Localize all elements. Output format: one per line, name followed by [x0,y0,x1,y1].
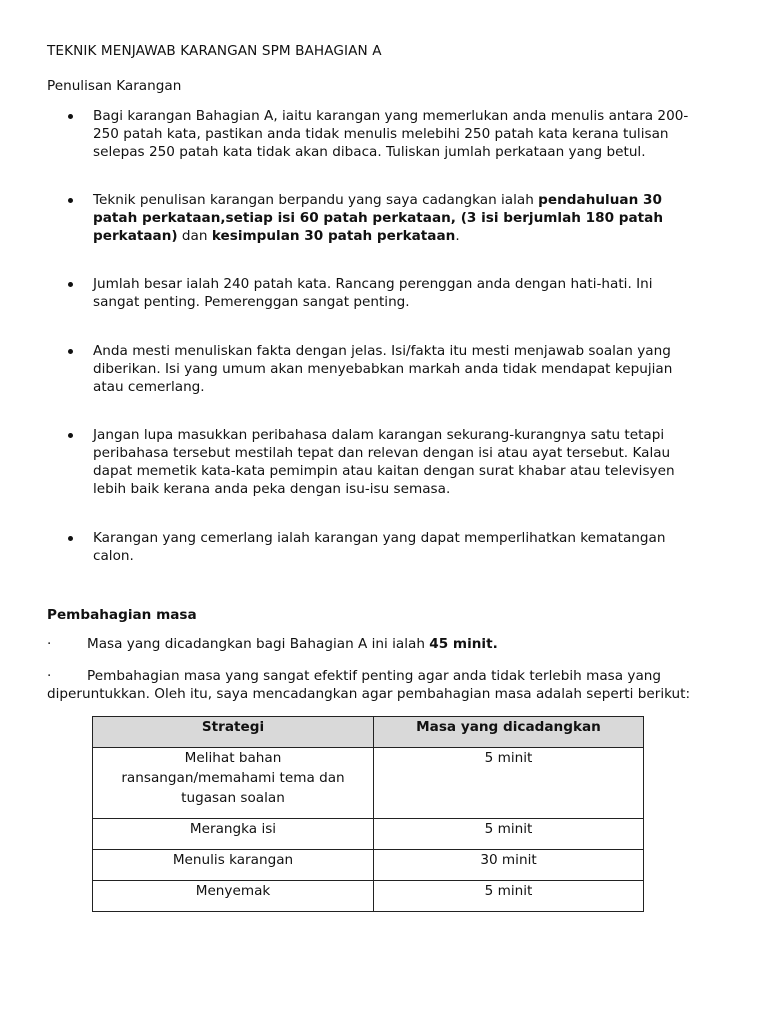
paragraph-line: diperuntukkan. Oleh itu, saya mencadangkan agar pembahagian masa adalah seperti berikut: [47,686,691,702]
document-title: TEKNIK MENJAWAB KARANGAN SPM BAHAGIAN A [47,43,382,59]
bullet-line: diberikan. Isi yang umum akan menyebabkan markah anda tidak mendapat kepujian [93,361,673,377]
paragraph-bold-text: 45 minit. [429,636,498,652]
cell-line: ransangan/memahami tema dan [121,770,345,786]
bullet-bold-text: perkataan) [93,228,178,244]
bullet-line [93,209,718,227]
bullet-line: peribahasa tersebut mestilah tepat dan relevan dengan isi atau ayat tersebut. Kalau [93,445,671,461]
bullet-line [93,227,718,245]
bullet-text-part: Teknik penulisan karangan berpandu yang saya cadangkan ialah [93,192,539,208]
bullet-bold-text: pendahuluan 30 [538,192,662,208]
bullet-dot-icon [68,198,73,203]
table-cell-strategy: Menyemak [93,881,374,912]
paragraph-masa [47,635,727,653]
table-row [93,881,644,912]
table-header-masa: Masa yang dicadangkan [374,717,644,748]
cell-line: tugasan soalan [181,790,285,806]
table-cell-time: 5 minit [374,748,644,819]
table-cell-strategy: Menulis karangan [93,850,374,881]
section-heading-penulisan: Penulisan Karangan [47,78,182,94]
bullet-text [93,529,718,565]
bullet-dot-icon [68,114,73,119]
bullet-text-part: dan [177,228,212,244]
bullet-line: Jangan lupa masukkan peribahasa dalam karangan sekurang-kurangnya satu tetapi [93,427,665,443]
bullet-line [93,191,718,209]
middle-dot-icon: · [47,636,52,652]
paragraph-text: Masa yang dicadangkan bagi Bahagian A ini ialah [87,636,430,652]
table-cell-time: 5 minit [374,819,644,850]
bullet-line: dapat memetik kata-kata pemimpin atau kaitan dengan surat khabar atau televisyen [93,463,675,479]
bullet-line: Bagi karangan Bahagian A, iaitu karangan yang memerlukan anda menulis antara 200- [93,108,689,124]
table-cell-time: 5 minit [374,881,644,912]
bullet-line: atau cemerlang. [93,379,205,395]
table-row [93,819,644,850]
bullet-dot-icon [68,536,73,541]
bullet-text [93,426,718,498]
time-allocation-table [92,716,644,912]
table-header-strategi: Strategi [93,717,374,748]
bullet-line: Anda mesti menuliskan fakta dengan jelas. Isi/fakta itu mesti menjawab soalan yang [93,343,671,359]
bullet-dot-icon [68,433,73,438]
bullet-line: Karangan yang cemerlang ialah karangan yang dapat memperlihatkan kematangan [93,530,666,546]
bullet-dot-icon [68,349,73,354]
bullet-line: calon. [93,548,134,564]
bullet-text [93,275,718,311]
bullet-line: Jumlah besar ialah 240 patah kata. Rancang perenggan anda dengan hati-hati. Ini [93,276,653,292]
table-cell-time: 30 minit [374,850,644,881]
cell-line: Melihat bahan [184,750,282,766]
bullet-line: selepas 250 patah kata tidak akan dibaca. Tuliskan jumlah perkataan yang betul. [93,144,646,160]
paragraph-line [47,667,727,685]
table-row [93,748,644,819]
bullet-line: lebih baik kerana anda peka dengan isu-isu semasa. [93,481,451,497]
table-cell-strategy: Merangka isi [93,819,374,850]
bullet-text [93,191,718,245]
bullet-line: 250 patah kata, pastikan anda tidak menulis melebihi 250 patah kata kerana tulisan [93,126,669,142]
table-row [93,850,644,881]
section-heading-pembahagian-masa: Pembahagian masa [47,607,197,623]
table-cell-strategy [93,748,374,819]
bullet-dot-icon [68,282,73,287]
bullet-text [93,107,718,161]
paragraph-text: Pembahagian masa yang sangat efektif penting agar anda tidak terlebih masa yang [87,668,662,684]
bullet-text-part: . [455,228,460,244]
bullet-text [93,342,718,396]
bullet-bold-text: kesimpulan 30 patah perkataan [211,228,456,244]
paragraph-pembahagian [47,667,727,703]
table-header-row [93,717,644,748]
bullet-line: sangat penting. Pemerenggan sangat penting. [93,294,410,310]
middle-dot-icon: · [47,668,52,684]
bullet-bold-text: patah perkataan,setiap isi 60 patah perkataan, (3 isi berjumlah 180 patah [93,210,664,226]
